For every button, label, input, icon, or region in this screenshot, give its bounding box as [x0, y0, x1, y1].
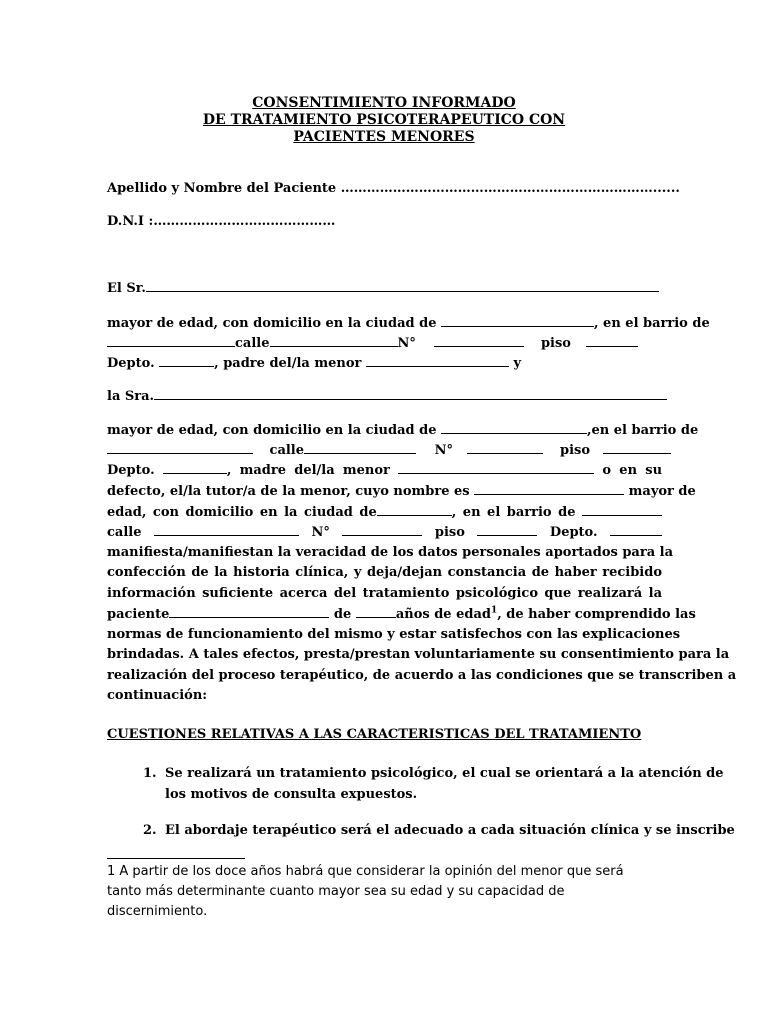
tutor-domicile-text: edad, con domicilio en la ciudad de [107, 505, 377, 520]
de-text: de [333, 607, 352, 622]
body-line-4 [107, 605, 696, 624]
mother-piso-label: piso [560, 443, 591, 458]
anos-text: años de edad [395, 607, 491, 622]
sra-name-field[interactable] [154, 387, 667, 400]
dni-label: D.N.I : [107, 214, 154, 229]
father-depto-label: Depto. [107, 356, 155, 371]
list-item-1 [143, 765, 724, 783]
mother-city-field[interactable] [441, 421, 587, 434]
mother-line-4 [107, 482, 696, 501]
father-padre-text: , padre del/la menor [214, 356, 362, 371]
footnote-line-3: discernimiento. [107, 904, 208, 919]
body-line-7: realización del proceso terapéutico, de acuerdo a las condiciones que se transcriben a [107, 668, 737, 683]
list-item-2-text: El abordaje terapéutico será el adecuado a cada situación clínica y se inscribe [165, 823, 735, 838]
mother-depto-field[interactable] [163, 461, 227, 474]
father-no-field[interactable] [434, 334, 524, 347]
mother-barrio-field[interactable] [107, 441, 253, 454]
mother-line-6 [107, 523, 662, 542]
tutor-mayor-text: mayor de [628, 484, 696, 499]
footnote-separator [107, 858, 245, 859]
father-calle-field[interactable] [270, 334, 398, 347]
father-y-text: y [513, 356, 521, 371]
patient-name-label: Apellido y Nombre del Paciente [107, 181, 337, 196]
sra-row [107, 387, 667, 406]
sra-label: la Sra. [107, 389, 155, 404]
body-line-2: confección de la historia clínica, y deja/dejan constancia de haber recibido [107, 565, 662, 580]
tutor-depto-label: Depto. [549, 525, 598, 540]
list-item-1-number: 1. [143, 766, 157, 781]
mother-depto-label: Depto. [107, 463, 155, 478]
patient-name-row [107, 180, 680, 198]
tutor-city-field[interactable] [377, 503, 452, 516]
tutor-no-label: N° [311, 525, 330, 540]
age-field[interactable] [356, 605, 396, 618]
comprendido-text: , de haber comprendido las [497, 607, 696, 622]
sr-row [107, 279, 659, 298]
father-no-label: N° [397, 336, 416, 351]
mother-line-3 [107, 461, 662, 480]
tutor-calle-label: calle [107, 525, 142, 540]
paciente-name-field[interactable] [169, 605, 329, 618]
father-domicile-text: mayor de edad, con domicilio en la ciudad de [107, 316, 437, 331]
mother-no-label: N° [434, 443, 453, 458]
mother-domicile-text: mayor de edad, con domicilio en la ciudad de [107, 423, 437, 438]
list-item-2 [143, 822, 735, 840]
dni-dots: …………………………………… [153, 214, 336, 229]
body-line-1: manifiesta/manifiestan la veracidad de los datos personales aportados para la [107, 545, 674, 560]
tutor-piso-field[interactable] [477, 523, 537, 536]
mother-piso-field[interactable] [603, 441, 671, 454]
tutor-barrio-text: , en el barrio de [451, 505, 576, 520]
dni-row [107, 213, 335, 231]
mother-o-text: o en su [602, 463, 663, 478]
mother-line-2 [107, 441, 671, 460]
father-line-1 [107, 314, 710, 333]
father-calle-label: calle [235, 336, 270, 351]
patient-name-dots: ………………………………………………………………...... [340, 181, 680, 196]
title-line-1: CONSENTIMIENTO INFORMADO [252, 95, 516, 111]
paciente-label: paciente [107, 607, 170, 622]
footnote-line-2: tanto más determinante cuanto mayor sea su edad y su capacidad de [107, 884, 565, 899]
mother-barrio-text: ,en el barrio de [587, 423, 699, 438]
father-line-2 [107, 334, 638, 353]
list-item-1-text: Se realizará un tratamiento psicológico, el cual se orientará a la atención de [165, 766, 724, 781]
body-line-5: normas de funcionamiento del mismo y estar satisfechos con las explicaciones [107, 627, 681, 642]
footnote-ref: 1 [490, 605, 498, 616]
title-line-3: PACIENTES MENORES [293, 129, 475, 145]
body-line-8: continuación: [107, 688, 208, 703]
father-city-field[interactable] [441, 314, 594, 327]
footnote-line-1: 1 A partir de los doce años habrá que considerar la opinión del menor que será [107, 864, 624, 879]
section-title: CUESTIONES RELATIVAS A LAS CARACTERISTICAS DEL TRATAMIENTO [107, 727, 642, 742]
mother-line-1 [107, 421, 699, 440]
mother-no-field[interactable] [467, 441, 543, 454]
sr-name-field[interactable] [146, 279, 659, 292]
tutor-depto-field[interactable] [610, 523, 662, 536]
body-line-3: información suficiente acerca del tratamiento psicológico que realizará la [107, 586, 662, 601]
list-item-1-cont: los motivos de consulta expuestos. [165, 787, 418, 802]
tutor-piso-label: piso [434, 525, 465, 540]
tutor-calle-field[interactable] [154, 523, 299, 536]
list-item-2-number: 2. [143, 823, 157, 838]
father-depto-field[interactable] [159, 354, 214, 367]
mother-calle-field[interactable] [304, 441, 416, 454]
tutor-text: defecto, el/la tutor/a de la menor, cuyo nombre es [107, 484, 470, 499]
father-piso-field[interactable] [586, 334, 638, 347]
title-line-2: DE TRATAMIENTO PSICOTERAPEUTICO CON [202, 112, 566, 128]
father-barrio-field[interactable] [107, 334, 235, 347]
mother-line-5 [107, 503, 662, 522]
mother-calle-label: calle [269, 443, 305, 458]
father-menor-field[interactable] [366, 354, 509, 367]
tutor-name-field[interactable] [474, 482, 624, 495]
father-barrio-text: , en el barrio de [594, 316, 710, 331]
sr-label: El Sr. [107, 281, 146, 296]
father-line-3 [107, 354, 521, 373]
mother-menor-field[interactable] [398, 461, 594, 474]
father-piso-label: piso [540, 336, 571, 351]
body-line-6: brindadas. A tales efectos, presta/prestan voluntariamente su consentimiento para la [107, 647, 730, 662]
tutor-barrio-field[interactable] [582, 503, 662, 516]
mother-madre-text: , madre del/la menor [226, 463, 390, 478]
tutor-no-field[interactable] [342, 523, 422, 536]
